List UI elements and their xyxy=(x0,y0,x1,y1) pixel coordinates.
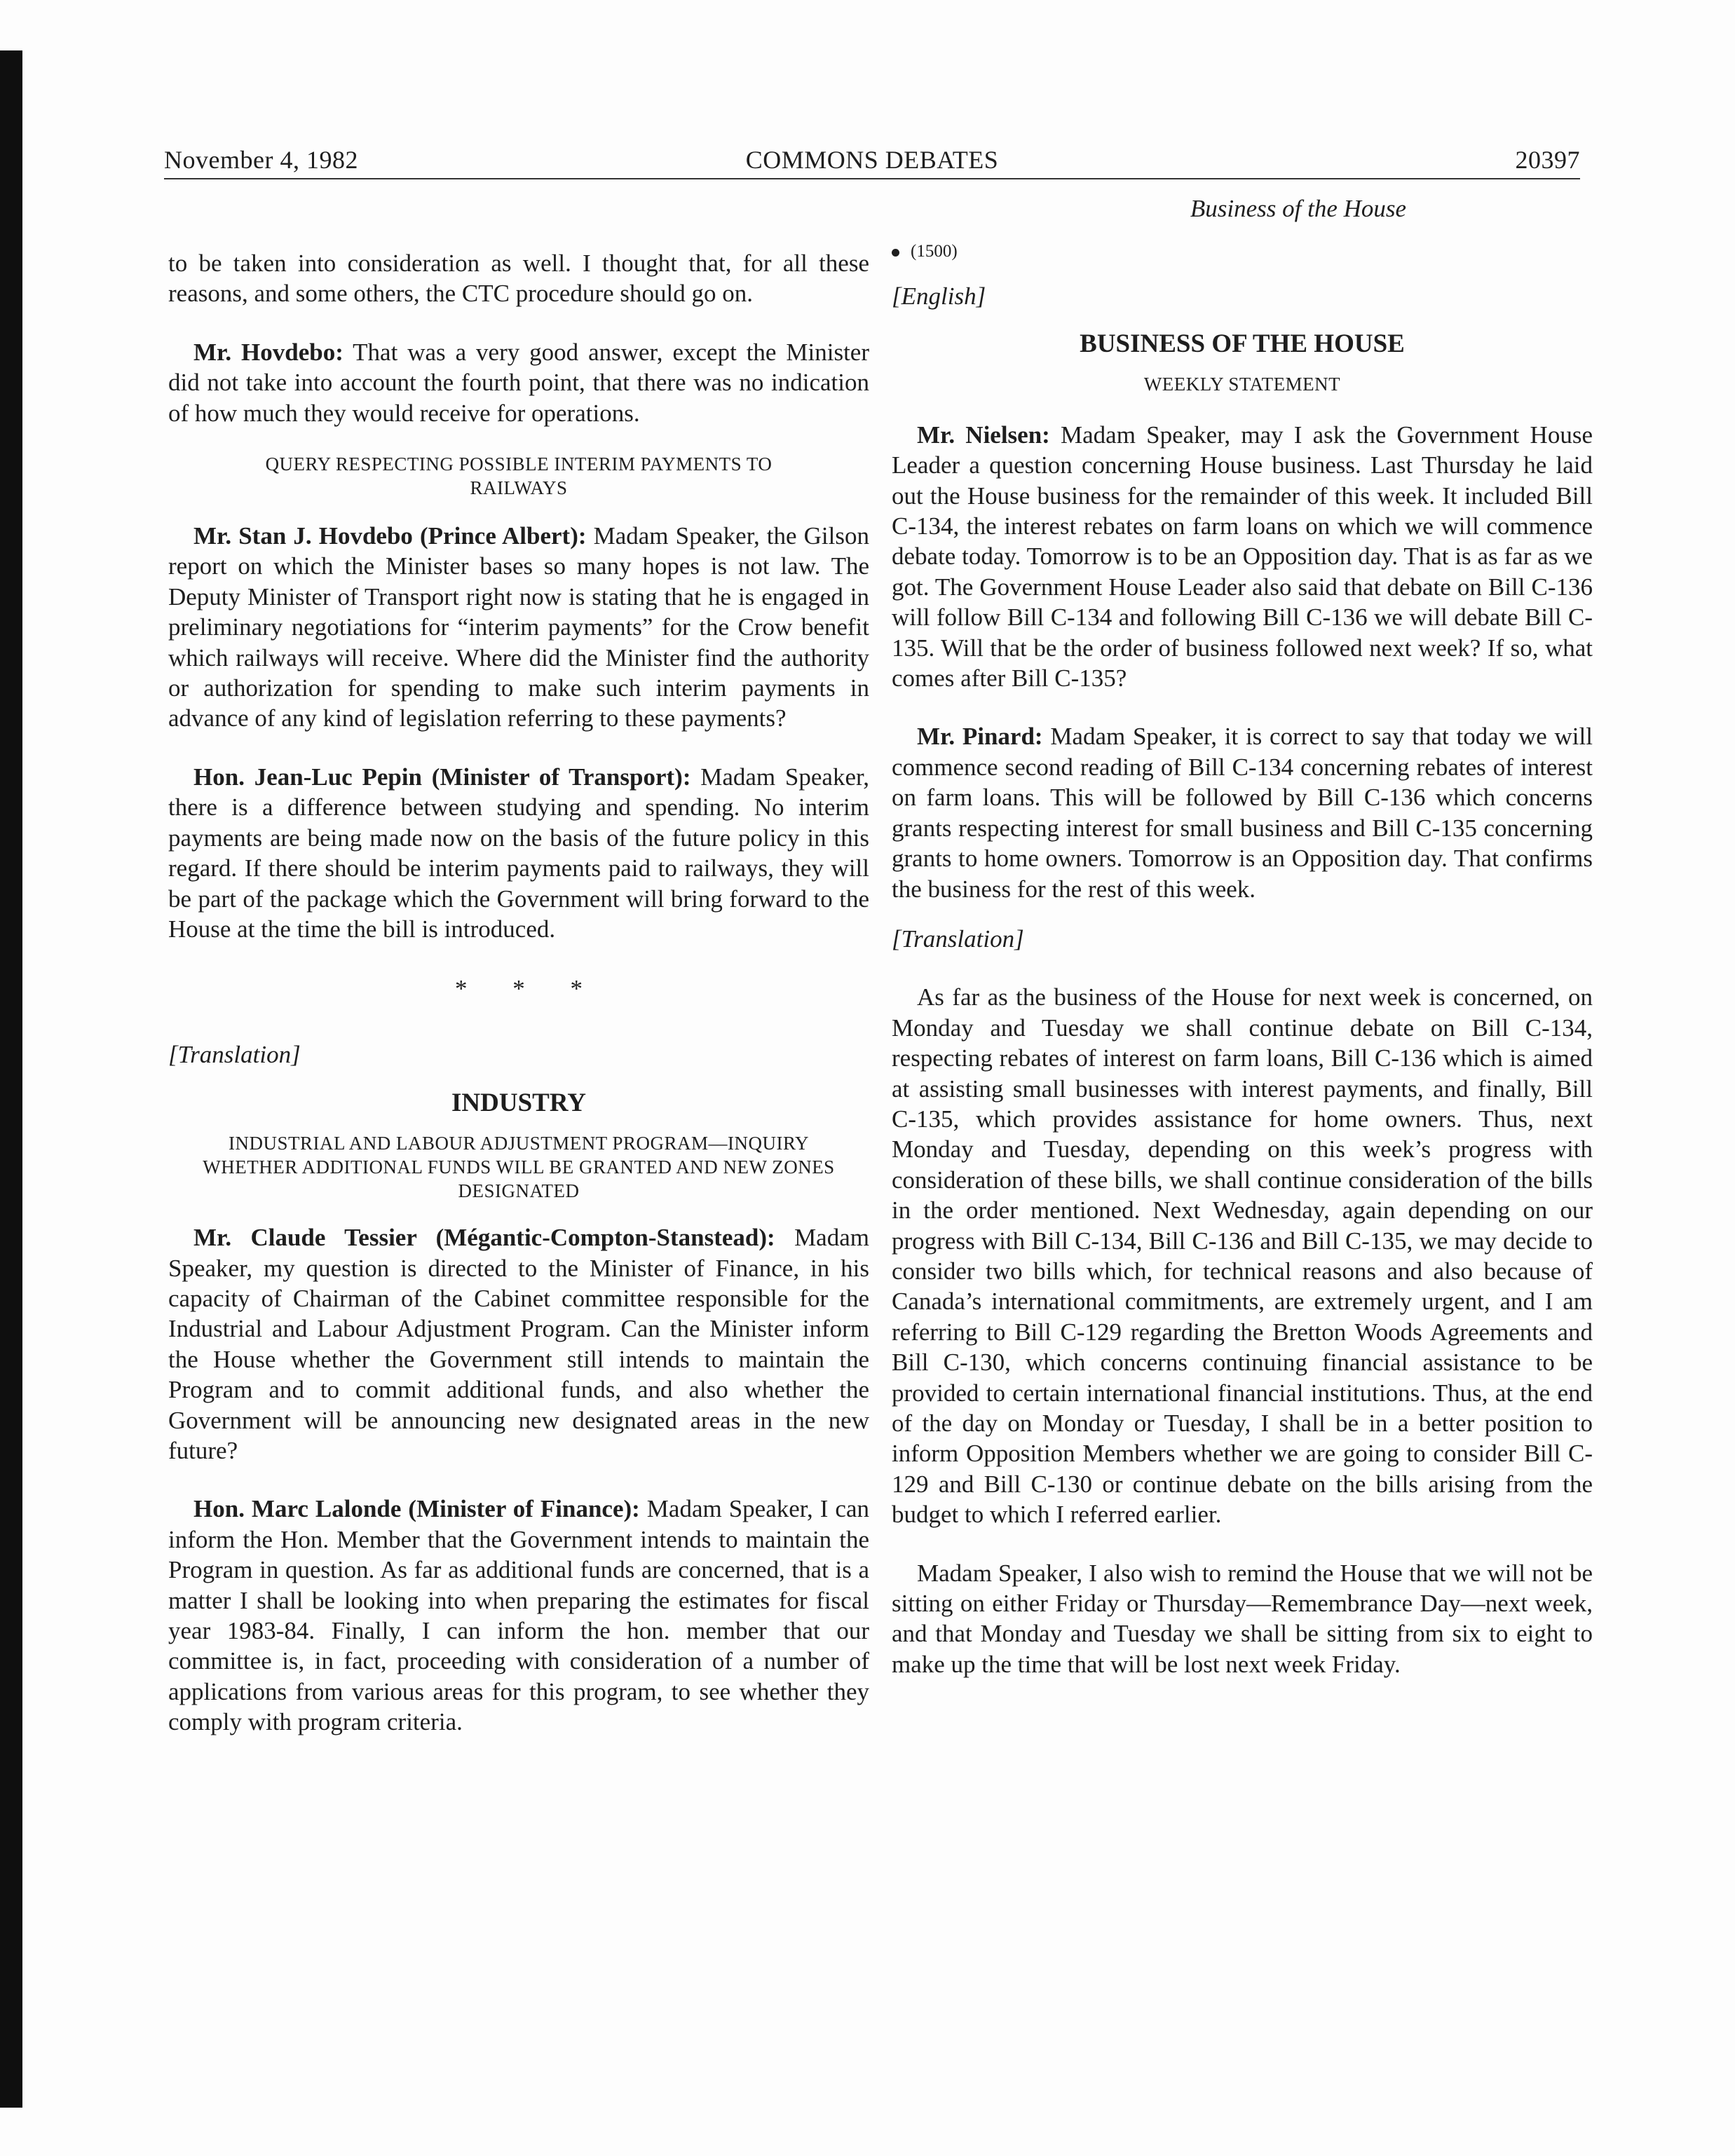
speech-text: That was a very good answer, except the Minister did not take into account the fourth point, that there was no indication of how much they would receive for operations. xyxy=(168,338,869,427)
speaker-name: Hon. Jean-Luc Pepin (Minister of Transport): xyxy=(193,763,691,791)
paragraph xyxy=(168,521,869,734)
paragraph: to be taken into consideration as well. I thought that, for all these reasons, and some others, the CTC procedure should go on. xyxy=(168,250,869,308)
speech-text: Madam Speaker, it is correct to say that today we will commence second reading of Bill C-134 concerning rebates of interest on farm loans. This will be followed by Bill C-136 which concerns grants respecting interest for small business and Bill C-135 concerning grants to home owners. Tomorrow is an Opposition day. That confirms the business for the rest of this week. xyxy=(892,723,1593,903)
section-heading: INDUSTRY xyxy=(451,1089,586,1118)
paragraph xyxy=(892,420,1593,694)
language-tag: [English] xyxy=(892,282,986,311)
paragraph xyxy=(168,762,869,944)
paragraph: Madam Speaker, I also wish to remind the House that we will not be sitting on either Friday or Thursday—Remembrance Day—next week, and that Monday and Tuesday we shall be sitting from six to eight to make up the time that will be lost next week Friday. xyxy=(892,1559,1593,1678)
section-subheading: INDUSTRIAL AND LABOUR ADJUSTMENT PROGRAM—INQUIRY WHETHER ADDITIONAL FUNDS WILL BE GRANTED AND NEW ZONES DESIGNATED xyxy=(203,1133,835,1202)
speaker-name: Mr. Stan J. Hovdebo (Prince Albert): xyxy=(193,522,587,550)
scan-edge-bar xyxy=(0,50,22,2108)
paragraph xyxy=(168,1222,869,1466)
speech-text: Madam Speaker, I can inform the Hon. Member that the Government intends to maintain the Program in question. As far as additional funds are concerned, that is a matter I shall be looking into when preparing the estimates for fiscal year 1983-84. Finally, I can inform the hon. member that our committee is, in fact, proceeding with consideration of a number of applications from various areas for this program, to see whether they comply with program criteria. xyxy=(168,1495,869,1736)
header-title: COMMONS DEBATES xyxy=(745,146,999,174)
right-column xyxy=(892,189,1593,1679)
section-heading: BUSINESS OF THE HOUSE xyxy=(1080,329,1405,358)
section-subheading: WEEKLY STATEMENT xyxy=(1143,373,1341,395)
running-head: Business of the House xyxy=(1190,195,1407,222)
paragraph: As far as the business of the House for next week is concerned, on Monday and Tuesday we shall continue debate on Bill C-134, respecting rebates of interest on farm loans, Bill C-136 which is aimed at assisting small businesses with interest payments, and finally, Bill C-135, which provides assistance for home owners. Thus, next Monday and Tuesday, depending on this week’s progress with consideration of these bills, we shall continue consideration of the bills in the order mentioned. Next Wednesday, again depending on our progress with Bill C-134, Bill C-136 and Bill C-135, we may decide to consider two bills which, for technical reasons and also because of Canada’s international commitments, are extremely urgent, and I am referring to Bill C-129 regarding the Bretton Woods Agreements and Bill C-130, which concerns continuing financial assistance to be provided to certain international financial institutions. Thus, at the end of the day on Monday or Tuesday, I shall be in a better position to inform Opposition Members whether we are going to consider Bill C-129 and Bill C-130 or continue debate on the bills arising from the budget to which I referred earlier. xyxy=(892,983,1593,1529)
paragraph xyxy=(168,1494,869,1737)
left-column xyxy=(168,189,869,1738)
section-subheading: QUERY RESPECTING POSSIBLE INTERIM PAYMENTS TO RAILWAYS xyxy=(265,453,773,499)
header-page-number: 20397 xyxy=(1515,146,1580,174)
speaker-name: Mr. Hovdebo: xyxy=(193,338,343,366)
header-date: November 4, 1982 xyxy=(164,146,358,174)
page-header xyxy=(164,142,1580,179)
bullet-dot-icon xyxy=(892,249,899,257)
language-tag: [Translation] xyxy=(168,1040,301,1068)
time-marker xyxy=(892,236,1593,267)
speech-text: Madam Speaker, there is a difference between studying and spending. No interim payments are being made now on the basis of the future policy in this regard. If there should be interim payments paid to railways, they will be part of the package which the Government will bring forward to the House at the time the bill is introduced. xyxy=(168,763,869,943)
language-tag: [Translation] xyxy=(892,925,1024,953)
speech-text: Madam Speaker, the Gilson report on which the Minister bases so many hopes is not law. The Deputy Minister of Transport right now is stating that he is engaged in preliminary negotiations for “interim payments” for the Crow benefit which railways will receive. Where did the Minister find the authority or authorization for spending to make such interim payments in advance of any kind of legislation referring to these payments? xyxy=(168,522,869,732)
speaker-name: Mr. Claude Tessier (Mégantic-Compton-Stanstead): xyxy=(193,1224,775,1252)
speaker-name: Hon. Marc Lalonde (Minister of Finance): xyxy=(193,1495,640,1523)
speaker-name: Mr. Nielsen: xyxy=(917,421,1050,449)
speech-text: Madam Speaker, my question is directed to the Minister of Finance, in his capacity of Chairman of the Cabinet committee responsible for the Industrial and Labour Adjustment Program. Can the Minister inform the House whether the Government still intends to maintain the Program and to commit additional funds, and also whether the Government will be announcing new designated areas in the new future? xyxy=(168,1224,869,1464)
speaker-name: Mr. Pinard: xyxy=(917,723,1043,751)
speech-text: Madam Speaker, may I ask the Government House Leader a question concerning House business. Last Thursday he laid out the House business for the remainder of this week. It included Bill C-134, the interest rebates on farm loans on which we will commence debate today. Tomorrow is to be an Opposition day. That is as far as we got. The Government House Leader also said that debate on Bill C-136 will follow Bill C-134 and following Bill C-136 we will debate Bill C-135. Will that be the order of business followed next week? If so, what comes after Bill C-135? xyxy=(892,421,1593,692)
paragraph xyxy=(168,337,869,428)
section-separator: * * * xyxy=(455,975,602,1003)
paragraph xyxy=(892,721,1593,903)
time-marker-text: (1500) xyxy=(911,242,958,261)
